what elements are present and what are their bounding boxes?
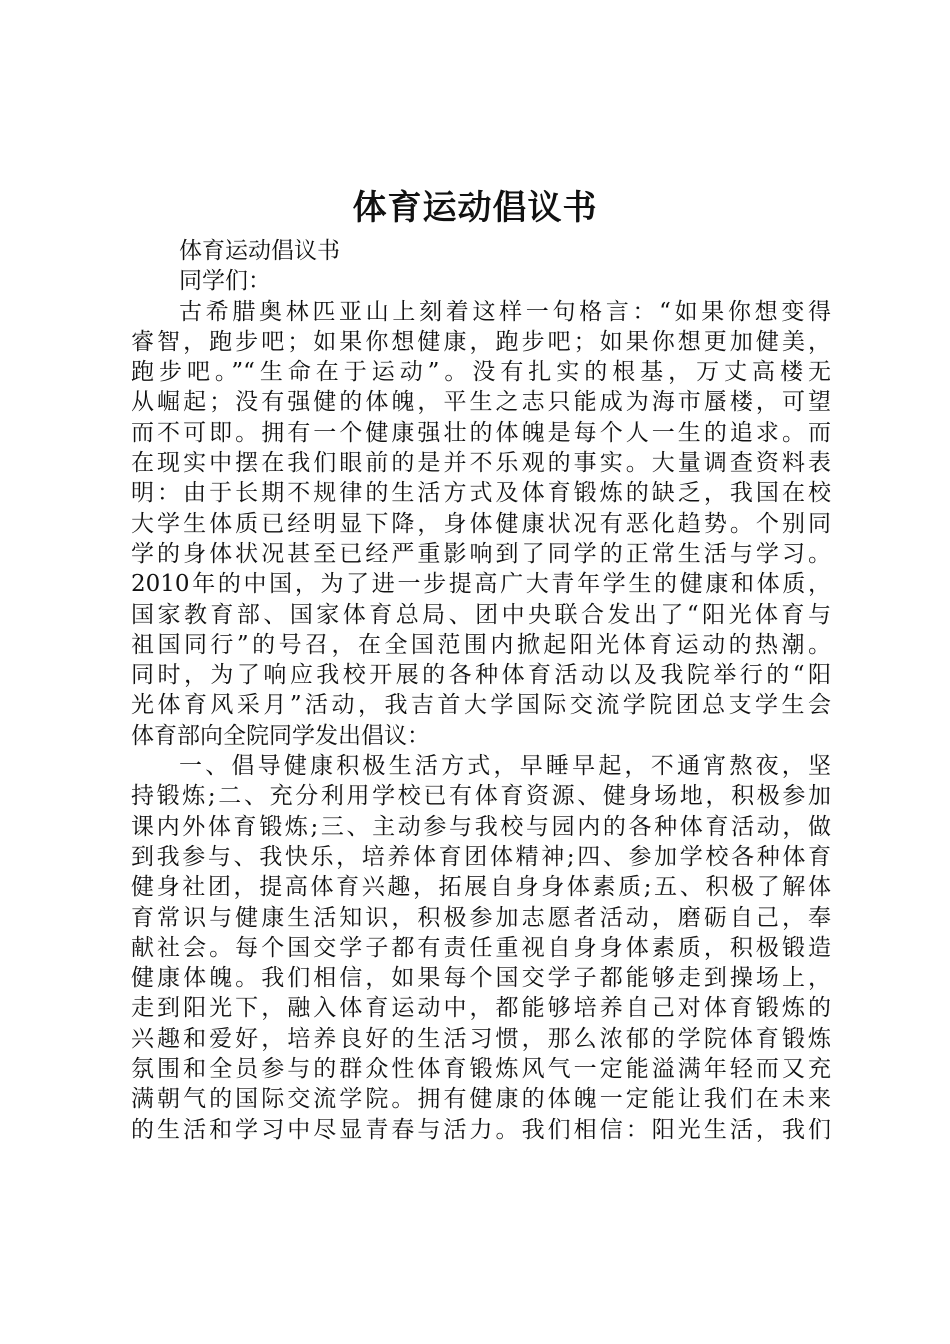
text-line: 大学生体质已经明显下降，身体健康状况有恶化趋势。个别同 [131,510,831,537]
text-line: 同时，为了响应我校开展的各种体育活动以及我院举行的“阳 [131,662,831,689]
text-line: 献社会。每个国交学子都有责任重视自身身体素质，积极锻造 [131,934,831,961]
text-line: 健康体魄。我们相信，如果每个国交学子都能够走到操场上， [131,965,831,992]
document-body [131,236,831,1145]
text-line: 体育部向全院同学发出倡议： [131,722,430,749]
text-line: 的生活和学习中尽显青春与活力。我们相信：阳光生活，我们 [131,1116,831,1143]
text-line: 持锻炼;二、充分利用学校已有体育资源、健身场地，积极参加 [131,783,831,810]
text-line: 祖国同行”的号召，在全国范围内掀起阳光体育运动的热潮。 [131,631,831,658]
text-line: 氛围和全员参与的群众性体育锻炼风气一定能溢满年轻而又充 [131,1056,831,1083]
text-line: 古希腊奥林匹亚山上刻着这样一句格言：“如果你想变得 [179,298,831,325]
text-line: 学的身体状况甚至已经严重影响到了同学的正常生活与学习。 [131,540,831,567]
text-line: 走到阳光下，融入体育运动中，都能够培养自己对体育锻炼的 [131,995,831,1022]
text-line: 在现实中摆在我们眼前的是并不乐观的事实。大量调查资料表 [131,450,831,477]
text-line: 育常识与健康生活知识，积极参加志愿者活动，磨砺自己，奉 [131,904,831,931]
text-line: 课内外体育锻炼;三、主动参与我校与园内的各种体育活动，做 [131,813,831,840]
text-line: 2010年的中国，为了进一步提高广大青年学生的健康和体质， [131,571,831,598]
document-title: 体育运动倡议书 [352,188,598,228]
text-line: 而不可即。拥有一个健康强壮的体魄是每个人一生的追求。而 [131,419,831,446]
text-line: 健身社团，提高体育兴趣，拓展自身身体素质;五、积极了解体 [131,874,831,901]
text-line: 睿智，跑步吧；如果你想健康，跑步吧；如果你想更加健美， [131,328,831,355]
text-line: 满朝气的国际交流学院。拥有健康的体魄一定能让我们在未来 [131,1086,831,1113]
text-line: 一、倡导健康积极生活方式，早睡早起，不通宵熬夜，坚 [179,753,831,780]
text-line: 同学们： [179,268,271,295]
text-line: 光体育风采月”活动，我吉首大学国际交流学院团总支学生会 [131,692,831,719]
text-line: 国家教育部、国家体育总局、团中央联合发出了“阳光体育与 [131,601,831,628]
text-line: 跑步吧。”“生命在于运动”。没有扎实的根基，万丈高楼无 [131,359,831,386]
text-line: 兴趣和爱好，培养良好的生活习惯，那么浓郁的学院体育锻炼 [131,1025,831,1052]
text-line: 到我参与、我快乐，培养体育团体精神;四、参加学校各种体育 [131,843,831,870]
text-line: 明：由于长期不规律的生活方式及体育锻炼的缺乏，我国在校 [131,480,831,507]
text-line: 体育运动倡议书 [179,238,340,264]
text-line: 从崛起；没有强健的体魄，平生之志只能成为海市蜃楼，可望 [131,389,831,416]
